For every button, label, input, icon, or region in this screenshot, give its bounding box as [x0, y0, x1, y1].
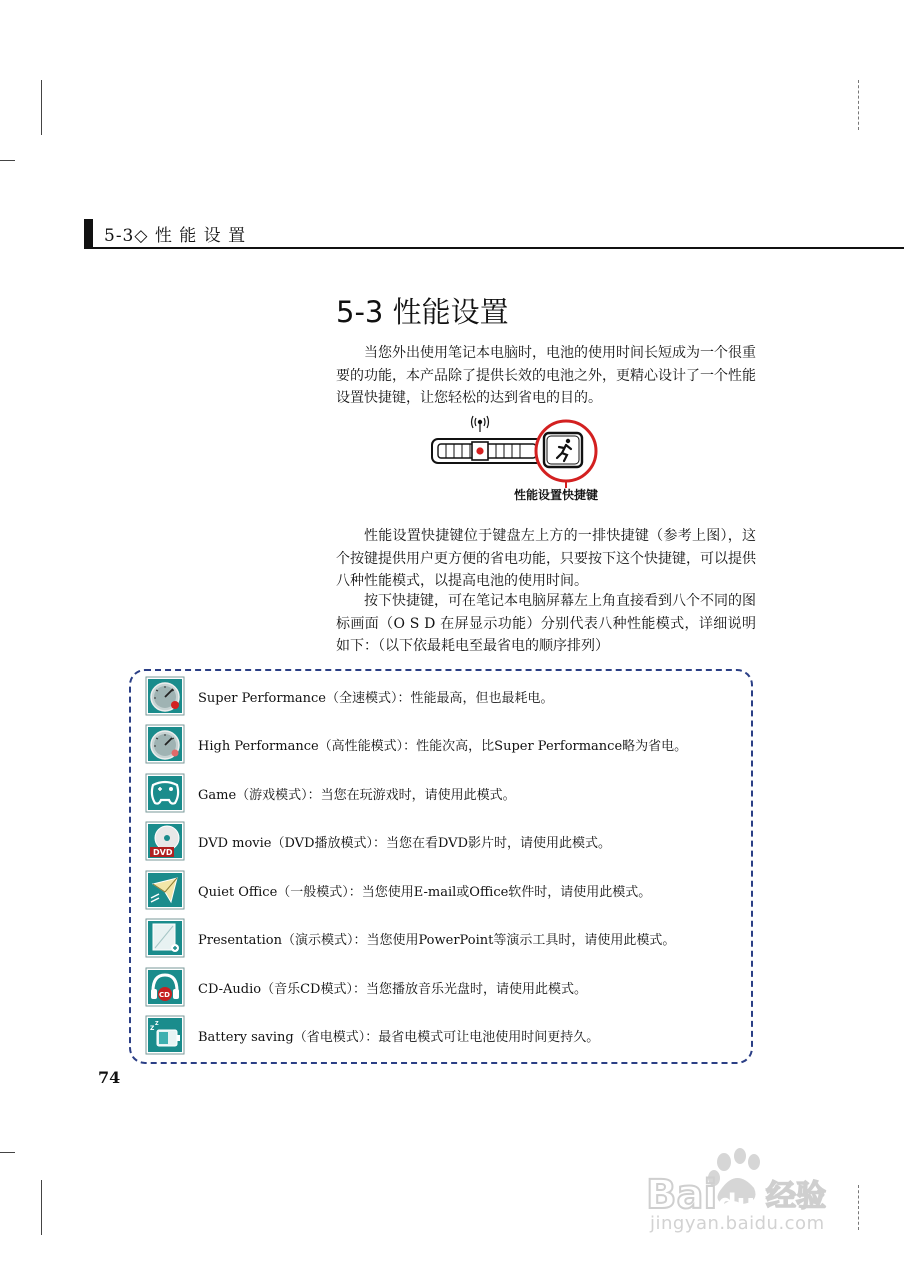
mode-description: Game（游戏模式）：当您在玩游戏时，请使用此模式。 — [198, 787, 516, 803]
section-title: 5-3 性能设置 — [336, 295, 509, 329]
svg-text:Z: Z — [150, 1025, 155, 1032]
mode-item — [145, 916, 745, 960]
svg-text:经验: 经验 — [766, 1179, 826, 1214]
mode-item — [145, 674, 745, 718]
header-diamond: ◇ — [134, 226, 149, 246]
performance-hotkey — [536, 421, 596, 488]
mode-description: Presentation（演示模式）：当您使用PowerPoint等演示工具时，请使用此模式。 — [198, 932, 676, 948]
mode-item — [145, 819, 745, 863]
mode-item — [145, 771, 745, 815]
hotkey-paragraph: 性能设置快捷键位于键盘左上方的一排快捷键（参考上图），这个按键提供用户更方便的省电功能，只要按下这个快捷键，可以提供八种性能模式，以提高电池的使用时间。 — [336, 528, 756, 590]
mode-description: DVD movie（DVD播放模式）：当您在看DVD影片时，请使用此模式。 — [198, 835, 611, 851]
presentation-icon — [145, 918, 185, 958]
mode-description: Battery saving（省电模式）：最省电模式可让电池使用时间更持久。 — [198, 1029, 600, 1045]
crop-mark — [858, 1185, 859, 1230]
mode-description: CD-Audio（音乐CD模式）：当您播放音乐光盘时，请使用此模式。 — [198, 981, 587, 997]
wireless-icon — [472, 416, 489, 432]
gamepad-icon — [145, 773, 185, 813]
speedometer-icon — [145, 724, 185, 764]
mode-description: High Performance（高性能模式）：性能次高，比Super Performance略为省电。 — [198, 738, 688, 754]
headphones-cd-icon — [145, 967, 185, 1007]
mode-item — [145, 1013, 745, 1057]
battery-sleep-icon — [145, 1015, 185, 1055]
hotkey-caption: 性能设置快捷键 — [514, 488, 599, 502]
running-header — [104, 221, 246, 246]
crop-mark — [858, 80, 859, 130]
button-strip — [432, 439, 542, 463]
intro-paragraph: 当您外出使用笔记本电脑时，电池的使用时间长短成为一个很重要的功能，本产品除了提供长效的电池之外，更精心设计了一个性能设置快捷键，让您轻松的达到省电的目的。 — [336, 345, 756, 407]
svg-text:CD: CD — [159, 991, 170, 999]
crop-mark — [41, 80, 42, 135]
speedometer-icon — [145, 676, 185, 716]
office-mail-icon — [145, 870, 185, 910]
page-number: 74 — [98, 1068, 121, 1087]
svg-text:Z: Z — [155, 1021, 159, 1027]
header-section: 5-3 — [104, 226, 135, 246]
header-label: 性 能 设 置 — [148, 226, 247, 246]
crop-mark — [0, 1152, 15, 1153]
mode-description: Quiet Office（一般模式）：当您使用E-mail或Office软件时，请使用此模式。 — [198, 884, 652, 900]
mode-item — [145, 868, 745, 912]
watermark-url: jingyan.baidu.com — [650, 1213, 825, 1234]
dvd-icon — [145, 821, 185, 861]
svg-text:Bai: Bai — [646, 1172, 718, 1218]
header-marker — [84, 219, 93, 248]
mode-description: Super Performance（全速模式）：性能最高，但也最耗电。 — [198, 690, 554, 706]
osd-paragraph: 按下快捷键，可在笔记本电脑屏幕左上角直接看到八个不同的图标画面（O S D 在屏显示功能）分别代表八种性能模式，详细说明如下：（以下依最耗电至最省电的顺序排列） — [336, 593, 756, 655]
svg-text:du: du — [718, 1189, 756, 1219]
mode-item — [145, 722, 745, 766]
header-rule — [84, 247, 904, 249]
svg-text:DVD: DVD — [153, 848, 173, 857]
crop-mark — [0, 160, 15, 161]
mode-item — [145, 965, 745, 1009]
crop-mark — [41, 1180, 42, 1235]
